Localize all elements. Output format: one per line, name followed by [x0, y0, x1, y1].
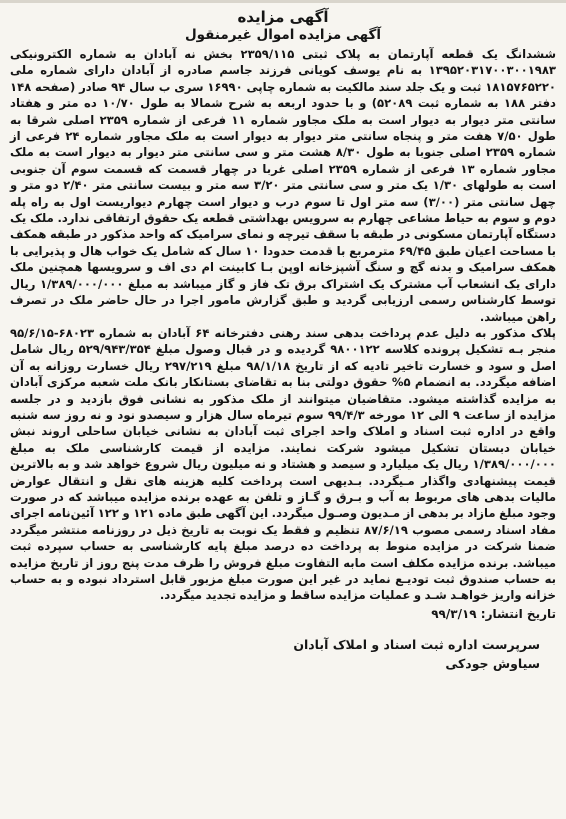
publish-date [10, 606, 556, 623]
top-edge [0, 0, 566, 3]
publish-date-value: ۹۹/۳/۱۹ [431, 606, 477, 621]
signature-block [10, 635, 556, 673]
auction-terms-paragraph: پلاک مذکور به دلیل عدم پرداخت بدهی سند رهنی دفترخانه ۶۴ آبادان به شماره ۶۸۰۲۳-۹۵/۶/۱۵ منجر بـه تشکیل پرونده کلاسه ۹۸۰۰۱۲۲ گردیده و در قبال وصول مبلغ ۵۲۹/۹۴۳/۳۵۴ ریال شامل اصل و سود و خسارت تاخیر تادیه که از تاریخ ۹۸/۱/۱۸ مبلغ ۲۹۷/۲۱۹ ریال خسارت روزانه به آن اضافه میگردد. به انضمام ۵% حقوق دولتی بنا به تقاضای بستانکار بانک ملت شعبه مرکزی آبادان به مزایده گذاشته میشود. متقاضیان میتوانند از ملک مذکور به نشانی فوق بازدید و در جلسه مزایده از ساعت ۹ الی ۱۲ مورخه ۹۹/۴/۳ سوم تیرماه سال هزار و سیصدو نود و نه روز سه شنبه واقع در اداره ثبت اسناد و املاک واحد اجرای ثبت آبادان به نشانی خیابان ساحلی اروند نبش خیابان دبستان تشکیل میشود شرکت نمایند. مزایده از قیمت کارشناسی ملک به مبلغ ۱/۳۸۹/۰۰۰/۰۰۰ ریال یک میلیارد و سیصد و هشتاد و نه میلیون ریال شروع خواهد شد و به بالاترین قیمت پیشنهادی واگذار مـیگردد. بـدیهی است پرداخت کلیه هزینه های نقل و انتقال عوارض مالیات بدهی های مربوط به آب و بـرق و گـاز و تلفن به عهده برنده مزایده میباشد که در صورت وجود مبلغ مازاد بر بدهی از مـدیون وصـول میگردد. این آگهی طبق ماده ۱۲۱ و ۱۲۲ آئین‌نامه اجرای مفاد اسناد رسمی مصوب ۸۷/۶/۱۹ تنظیم و فقط یک نوبت به تاریخ ذیل در روزنامه منتشر میگردد ضمنا شرکت در مزایده منوط به پرداخت ده درصد مبلغ پایه کارشناسی به حساب سپرده ثبت میباشد. برنده مزایده مکلف است مابه التفاوت مبلغ فروش را ظرف مدت پنج روز از تاریخ مزایده به حساب صندوق ثبت تودیـع نماید در غیر این صورت مبلغ مزبور قابل استرداد نبوده و به حساب خزانه واریز خواهـد شـد و عملیات مزایده ساقط و مزایده تجدید میگردد. [10, 325, 557, 603]
signature-name: سیاوش جودکی [445, 655, 540, 671]
notice-title: آگهی مزایده [237, 8, 329, 26]
publish-date-label: تاریخ انتشار: [480, 606, 556, 621]
signature-title: سرپرست اداره ثبت اسناد و املاک آبادان [293, 636, 540, 652]
notice-body [10, 46, 556, 604]
notice-subtitle: آگهی مزایده اموال غیرمنقول [184, 27, 382, 43]
property-description-paragraph: ششدانگ یک قطعه آپارتمان به پلاک ثبتی ۲۳۵۹/۱۱۵ بخش نه آبادان به شماره الکترونیکی ۱۳۹۵۲۰۳۱۷۰۰۳۰۰۱۹۸۳ به نام یوسف کویانی فرزند جاسم صادره از آبادان دارای شماره ملی ۱۸۱۵۷۶۵۲۲۰ ثبت و یک جلد سند مالکیت به شماره چاپی ۱۶۹۹۰ سری ب سال ۹۴ صادر (صفحه ۱۴۸ دفتر ۱۸۸ به شماره ثبت ۵۲۰۸۹) و با حدود اربعه به شرح شمالا به طول ۱۰/۷۰ ده متر و هفتاد سانتی متر دیوار به دیوار است به ملک مجاور شماره ۱۱ فرعی از شماره ۲۳۵۹ اصلی شرقا به طول ۷/۵۰ هفت متر و پنجاه سانتی متر دیوار به دیوار است به ملک مجاور شماره ۲۴ فرعی از شماره ۲۳۵۹ اصلی جنوبا به طول ۸/۳۰ هشت متر و سی سانتی متر دیوار به دیوار است به ملک مجاور شماره ۱۳ فرعی از شماره ۲۳۵۹ اصلی غربا در چهار قسمت که قسمت سوم آن جنوبی است به طولهای ۱/۳۰ یک متر و سی سانتی متر ۳/۲۰ سه متر و بیست سانتی متر ۲/۴۰ دو متر و چهل سانتی متر (۳/۰۰) سه متر اول تا سوم درب و دیوار است چهارم دیواریست اول به راه پله دوم و سوم به حیاط مشاعی چهارم به سرویس بهداشتی قطعه یک حقوق ارتفاقی ندارد. ملک یک دستگاه آپارتمان مسکونی در طبقه با سقف تیرچه و نمای سرامیک که واحد مذکور در طبقه همکف با مساحت اعیان طبق ۶۹/۴۵ مترمربع با قدمت حدودا ۱۰ سال که شامل یک خواب هال و پذیرایی با همکف سرامیک و بدنه گچ و سنگ آشپزخانه اوپن بـا کابینت ام دی اف و سرویسها همچنین ملک دارای یک انشعاب آب مشترک یک اشتراک برق تک فاز و گاز میباشد به مبلغ ۱/۳۸۹/۰۰۰/۰۰۰ ریال توسط کارشناس رسمی ارزیابی گردید و طبق گزارش مامور اجرا در حال حاضر ملک در تصرف راهن میباشد. [10, 47, 557, 324]
